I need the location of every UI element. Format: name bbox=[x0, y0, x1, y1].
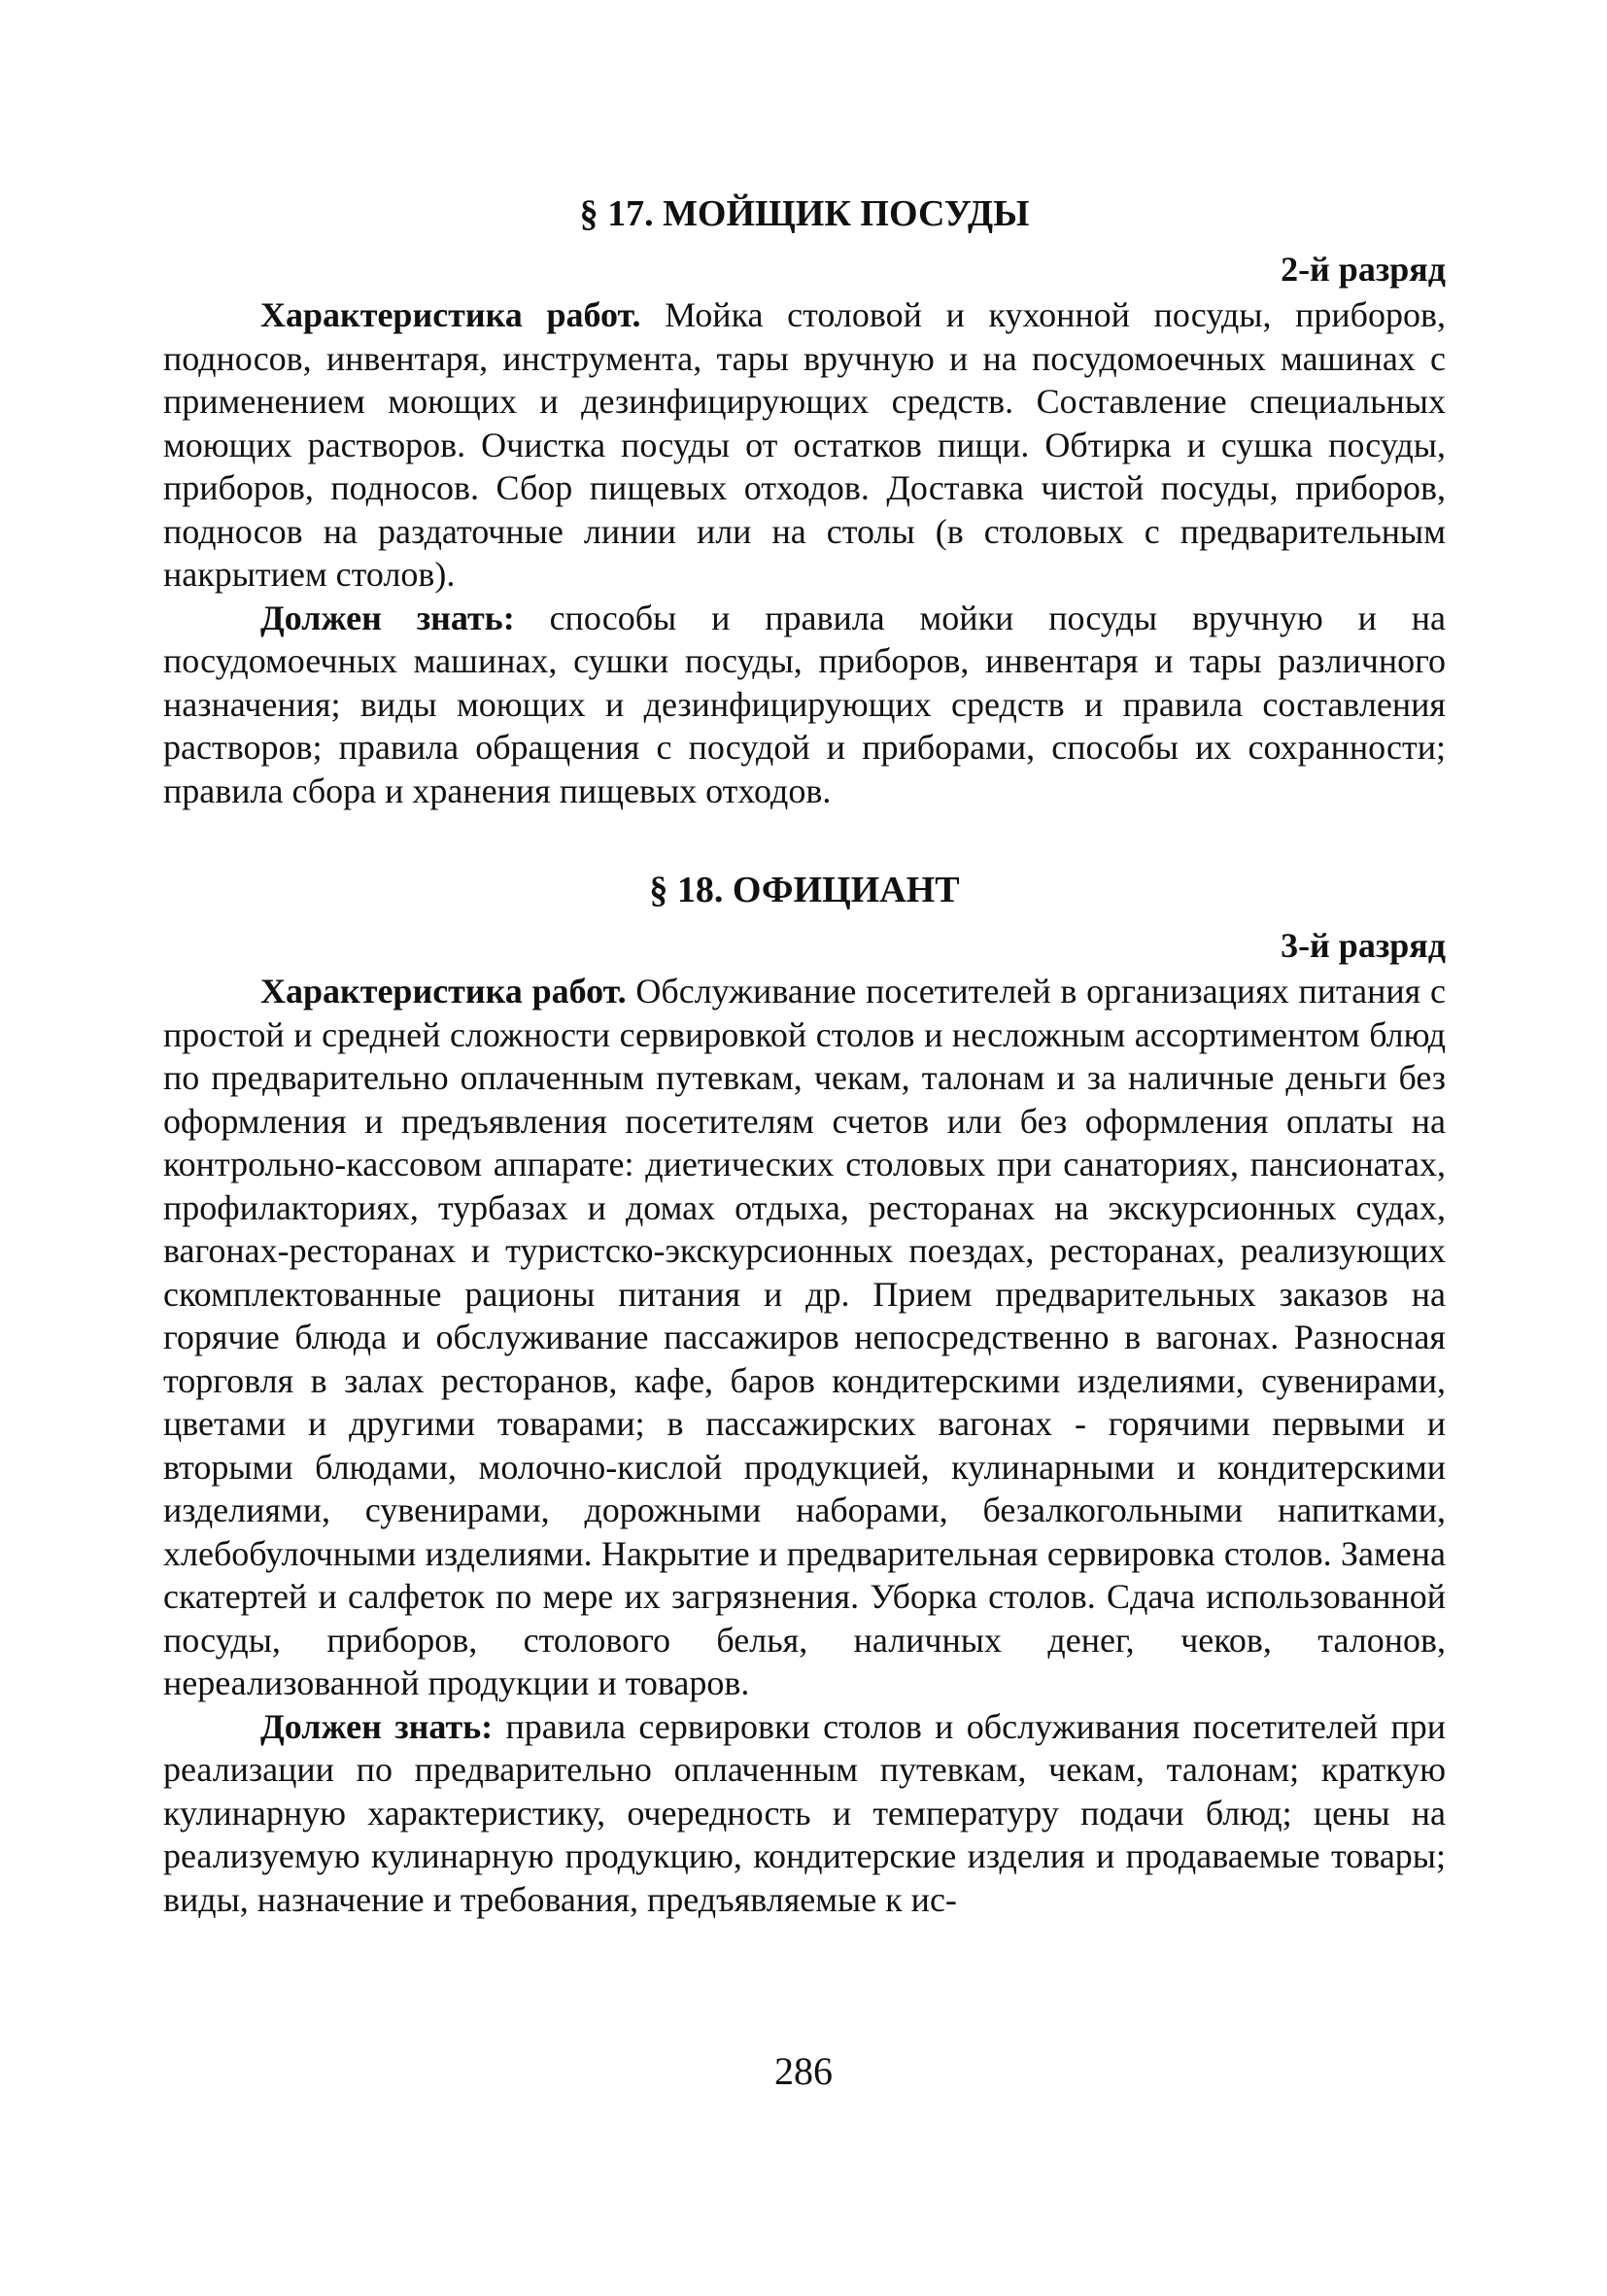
document-page bbox=[163, 190, 1446, 1921]
paragraph-term: Должен знать: bbox=[260, 598, 515, 637]
paragraph-term: Характеристика работ. bbox=[260, 295, 641, 334]
section-spacer bbox=[163, 812, 1446, 867]
section-title-17: § 17. МОЙЩИК ПОСУДЫ bbox=[579, 193, 1030, 234]
section-title-18: § 18. ОФИЦИАНТ bbox=[649, 870, 960, 910]
paragraph-text: Обслуживание посетителей в организациях питания с простой и средней сложности сервировкой столов и несложным ассортиментом блюд по предварительно оплаченным путевкам, чекам, талонам и за наличные деньги без оформления и предъявления посетителям счетов или без оформления оплаты на контрольно-кассовом аппарате: диетических столовых при санаториях, пансионатах, профилакториях, турбазах и домах отдыха, ресторанах на экскурсионных судах, вагонах-ресторанах и туристско-экскурсионных поездах, ресторанах, реализующих скомплектованные рационы питания и др. Прием предварительных заказов на горячие блюда и обслуживание пассажиров непосредственно в вагонах. Разносная торговля в залах ресторанов, кафе, баров кондитерскими изделиями, сувенирами, цветами и другими товарами; в пассажирских вагонах - горячими первыми и вторыми блюдами, молочно-кислой продукцией, кулинарными и кондитерскими изделиями, сувенирами, дорожными наборами, безалкогольными напитками, хлебобулочными изделиями. Накрытие и предварительная сервировка столов. Замена скатертей и салфеток по мере их загрязнения. Уборка столов. Сдача использованной посуды, приборов, столового белья, наличных денег, чеков, талонов, нереализованной продукции и товаров. bbox=[163, 972, 1446, 1702]
paragraph-term: Должен знать: bbox=[260, 1706, 494, 1746]
paragraph-must-know-17 bbox=[163, 597, 1446, 813]
paragraph-work-characteristics-18 bbox=[163, 970, 1446, 1705]
grade-label-17: 2-й разряд bbox=[1281, 250, 1446, 289]
paragraph-text: способы и правила мойки посуды вручную и на посудомоечных машинах, сушки посуды, приборов, инвентаря и тары различного назначения; виды моющих и дезинфицирующих средств и правила составления растворов; правила обращения с посудой и приборами, способы их сохранности; правила сбора и хранения пищевых отходов. bbox=[163, 598, 1447, 810]
paragraph-text: Мойка столовой и кухонной посуды, приборов, подносов, инвентаря, инструмента, тары вручную и на посудомоечных машинах с применением моющих и дезинфицирующих средств. Составление специальных моющих растворов. Очистка посуды от остатков пищи. Обтирка и сушка посуды, приборов, подносов. Сбор пищевых отходов. Доставка чистой посуды, приборов, подносов на раздаточные линии или на столы (в столовых с предварительным накрытием столов). bbox=[163, 295, 1447, 594]
paragraph-work-characteristics-17 bbox=[163, 293, 1446, 597]
page-number: 286 bbox=[774, 2049, 833, 2093]
paragraph-term: Характеристика работ. bbox=[260, 972, 627, 1011]
grade-label-18: 3-й разряд bbox=[1281, 926, 1446, 965]
paragraph-text: правила сервировки столов и обслуживания посетителей при реализации по предварительно оплаченным путевкам, чекам, талонам; краткую кулинарную характеристику, очередность и температуру подачи блюд; цены на реализуемую кулинарную продукцию, кондитерские изделия и продаваемые товары; виды, назначение и требования, предъявляемые к ис- bbox=[163, 1706, 1446, 1919]
paragraph-must-know-18 bbox=[163, 1705, 1446, 1922]
